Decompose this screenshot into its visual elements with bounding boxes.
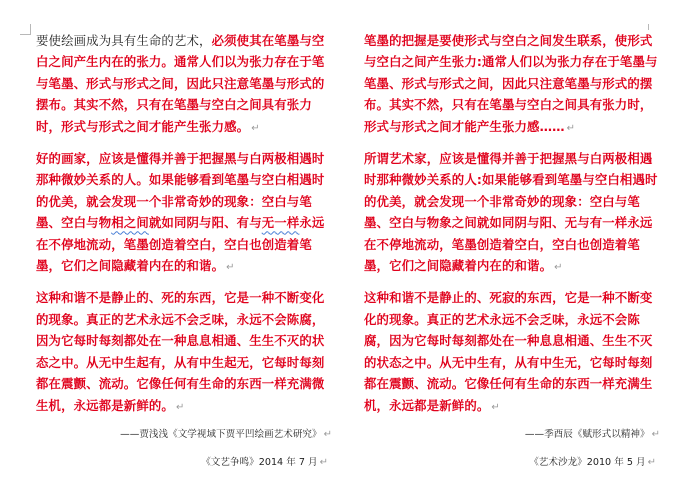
- paragraph-mark-icon: ↵: [251, 122, 260, 134]
- left-paragraph-2-text-c: 永远在不停地流动，笔墨创造着空白，空白也创造着笔墨，它们之间隐藏着内在的和谐。: [36, 215, 325, 274]
- page-corner-mark-left: [20, 24, 31, 35]
- left-paragraph-2[interactable]: [36, 148, 332, 278]
- left-attribution-source[interactable]: [36, 455, 332, 471]
- right-attribution-source[interactable]: [364, 455, 660, 471]
- left-paragraph-1-plain-text: 要使绘画成为具有生命的艺术，: [36, 33, 212, 48]
- right-paragraph-3[interactable]: [364, 287, 660, 417]
- left-paragraph-2-text-b: 就如同阴与阳、有与: [148, 215, 262, 231]
- left-paragraph-2-spellcheck-underline-2: 无一样: [261, 215, 300, 231]
- right-attribution-author[interactable]: [364, 427, 660, 443]
- left-attribution-author-text: ——贾浅浅《文学视域下贾平凹绘画艺术研究》: [120, 428, 322, 440]
- paragraph-mark-icon: ↵: [319, 456, 328, 468]
- paragraph-mark-icon: ↵: [651, 428, 660, 440]
- left-paragraph-3[interactable]: [36, 287, 332, 417]
- right-paragraph-1[interactable]: [364, 30, 660, 139]
- right-paragraph-2-text: 所谓艺术家，应该是懂得并善于把握黑与白两极相遇时那种微妙关系的人:如果能够看到笔墨与空白相遇时的优美，就会发现一个非常奇妙的现象：空白与笔墨、空白与物象之间就如同阴与阳、无与有一样永远在不停地流动，笔墨创造着空白，空白也创造着笔墨，它们之间隐藏着内在的和谐。: [364, 151, 658, 274]
- right-attribution-author-text: ——季酉辰《赋形式以精神》: [524, 428, 650, 440]
- left-paragraph-1[interactable]: [36, 30, 332, 139]
- paragraph-mark-icon: ↵: [323, 428, 332, 440]
- left-paragraph-3-text: 这种和谐不是静止的、死的东西，它是一种不断变化的现象。真正的艺术永远不会乏味，永远不会陈腐，因为它每时每刻都处在一种息息相通、生生不灭的状态之中。从无中生起有，从有中生起无，它每时每刻都在震颤、流动。它像任何有生命的东西一样充满微生机，永远都是新鲜的。: [36, 290, 325, 413]
- right-paragraph-3-text: 这种和谐不是静止的、死寂的东西，它是一种不断变化的现象。真正的艺术永远不会乏味，永远不会陈腐，因为它每时每刻都处在一种息息相通、生生不灭的状态之中。从无中生有，从有中生无，它每时每刻都在震颤、流动。它像任何有生命的东西一样充满生机，永远都是新鲜的。: [364, 290, 653, 413]
- left-paragraph-1-highlighted-text: 必须使其在笔墨与空白之间产生内在的张力。通常人们以为张力存在于笔与笔墨、形式与形式之间，因此只注意笔墨与形式的摆布。其实不然，只有在笔墨与空白之间具有张力时，形式与形式之间才能产生张力感。: [36, 33, 325, 134]
- paragraph-mark-icon: ↵: [566, 122, 576, 134]
- right-attribution-source-text: 《艺术沙龙》2010 年 5 月: [529, 456, 646, 468]
- left-paragraph-2-spellcheck-underline-1: 相之间: [111, 215, 149, 231]
- paragraph-mark-icon: ↵: [226, 262, 235, 274]
- paragraph-mark-icon: ↵: [554, 262, 563, 274]
- right-paragraph-1-text: 笔墨的把握是要使形式与空白之间发生联系，使形式与空白之间产生张力:通常人们以为张力存在于笔墨与笔墨、形式与形式之间，因此只注意笔墨与形式的摆布。其实不然，只有在笔墨与空白之间具有张力时，形式与形式之间才能产生张力感……: [364, 33, 658, 134]
- right-paragraph-2[interactable]: [364, 148, 660, 278]
- document-page-right: [364, 30, 660, 471]
- document-page-left: [36, 30, 332, 471]
- paragraph-mark-icon: ↵: [175, 401, 185, 413]
- paragraph-mark-icon: ↵: [647, 456, 656, 468]
- left-attribution-source-text: 《文艺争鸣》2014 年 7 月: [201, 456, 318, 468]
- left-paragraph-2-text-a: 好的画家，应该是懂得并善于把握黑与白两极相遇时那种微妙关系的人。如果能够看到笔墨与空白相遇时的优美，就会发现一个非常奇妙的现象：空白与笔墨、空白与物: [36, 151, 325, 231]
- paragraph-mark-icon: ↵: [491, 401, 500, 413]
- left-attribution-author[interactable]: [36, 427, 332, 443]
